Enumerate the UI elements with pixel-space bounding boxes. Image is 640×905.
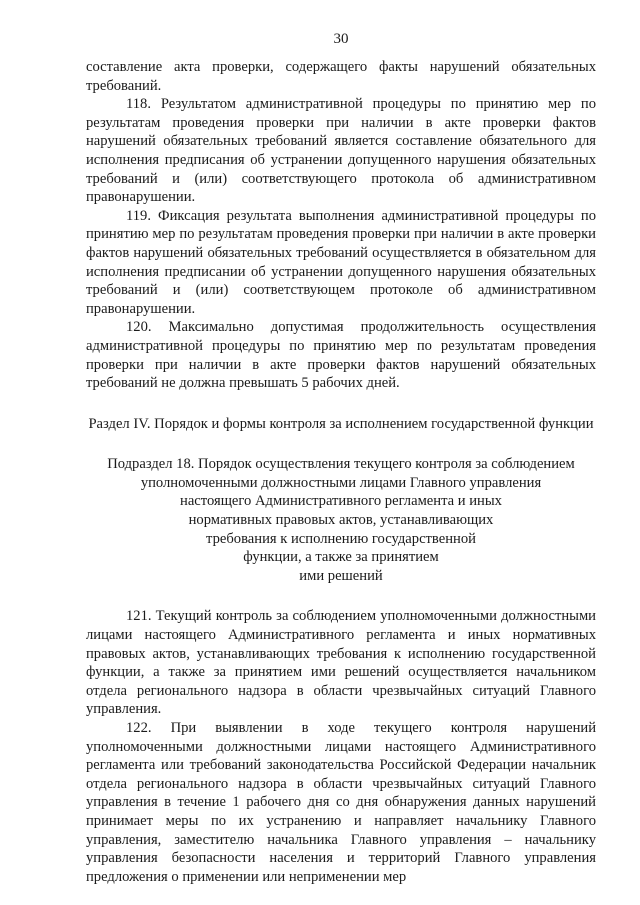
- paragraph-122: 122. При выявлении в ходе текущего контроля нарушений уполномоченными должностными лицами настоящего Административного регламента или требований законодательства Российской Федерации начальник отдела регионального надзора в области чрезвычайных ситуаций Главного управления в течение 1 рабочего дня со дня обнаружения данных нарушений принимает меры по их устранению и направляет начальнику Главного управления, заместителю начальника Главного управления – начальнику управления безопасности населения и территорий Главного управления предложения о применении или неприменении мер: [86, 720, 596, 885]
- paragraph-119: 119. Фиксация результата выполнения административной процедуры по принятию мер по результатам проведения проверки при наличии в акте проверки фактов нарушений обязательных требований осуществляется в обязательном для исполнения предписании об устранении допущенного нарушения обязательных требований и (или) соответствующем протоколе об административном правонарушении.: [86, 207, 596, 317]
- paragraph-121: 121. Текущий контроль за соблюдением уполномоченными должностными лицами настоящего Административного регламента и иных нормативных правовых актов, устанавливающих требования к исполнению государственной функции, а также за принятием ими решений осуществляется начальником отдела регионального надзора в области чрезвычайных ситуаций Главного управления.: [86, 608, 596, 718]
- paragraph-118: 118. Результатом административной процедуры по принятию мер по результатам проведения проверки при наличии в акте проверки фактов нарушений обязательных требований является составление обязательного для исполнения предписания об устранении допущенного нарушения обязательных требований и (или) соответствующего протокола об административном правонарушении.: [86, 96, 596, 206]
- subsection-heading-line: Подраздел 18. Порядок осуществления текущего контроля за соблюдением: [107, 456, 575, 473]
- paragraph-120: 120. Максимально допустимая продолжительность осуществления административной процедуры по принятию мер по результатам проведения проверки при наличии в акте проверки фактов нарушений обязательных требований не должна превышать 5 рабочих дней.: [86, 319, 596, 392]
- subsection-heading-line: уполномоченными должностными лицами Главного управления: [140, 474, 542, 491]
- subsection-heading: [86, 455, 596, 585]
- paragraphs-bottom: [86, 607, 596, 886]
- subsection-heading-line: нормативных правовых актов, устанавливающих: [188, 512, 494, 529]
- subsection-heading-line: требования к исполнению государственной: [206, 530, 476, 547]
- page-number: 30: [333, 31, 349, 47]
- subsection-heading-line: функции, а также за принятием: [243, 549, 439, 566]
- paragraph-117-continuation: составление акта проверки, содержащего факты нарушений обязательных требований.: [86, 59, 596, 94]
- document-page: [86, 30, 596, 886]
- paragraphs-top: [86, 58, 596, 393]
- section-heading: Раздел IV. Порядок и формы контроля за исполнением государственной функции: [88, 415, 594, 432]
- subsection-heading-line: ими решений: [299, 567, 383, 584]
- subsection-heading-line: настоящего Административного регламента и иных: [180, 493, 502, 510]
